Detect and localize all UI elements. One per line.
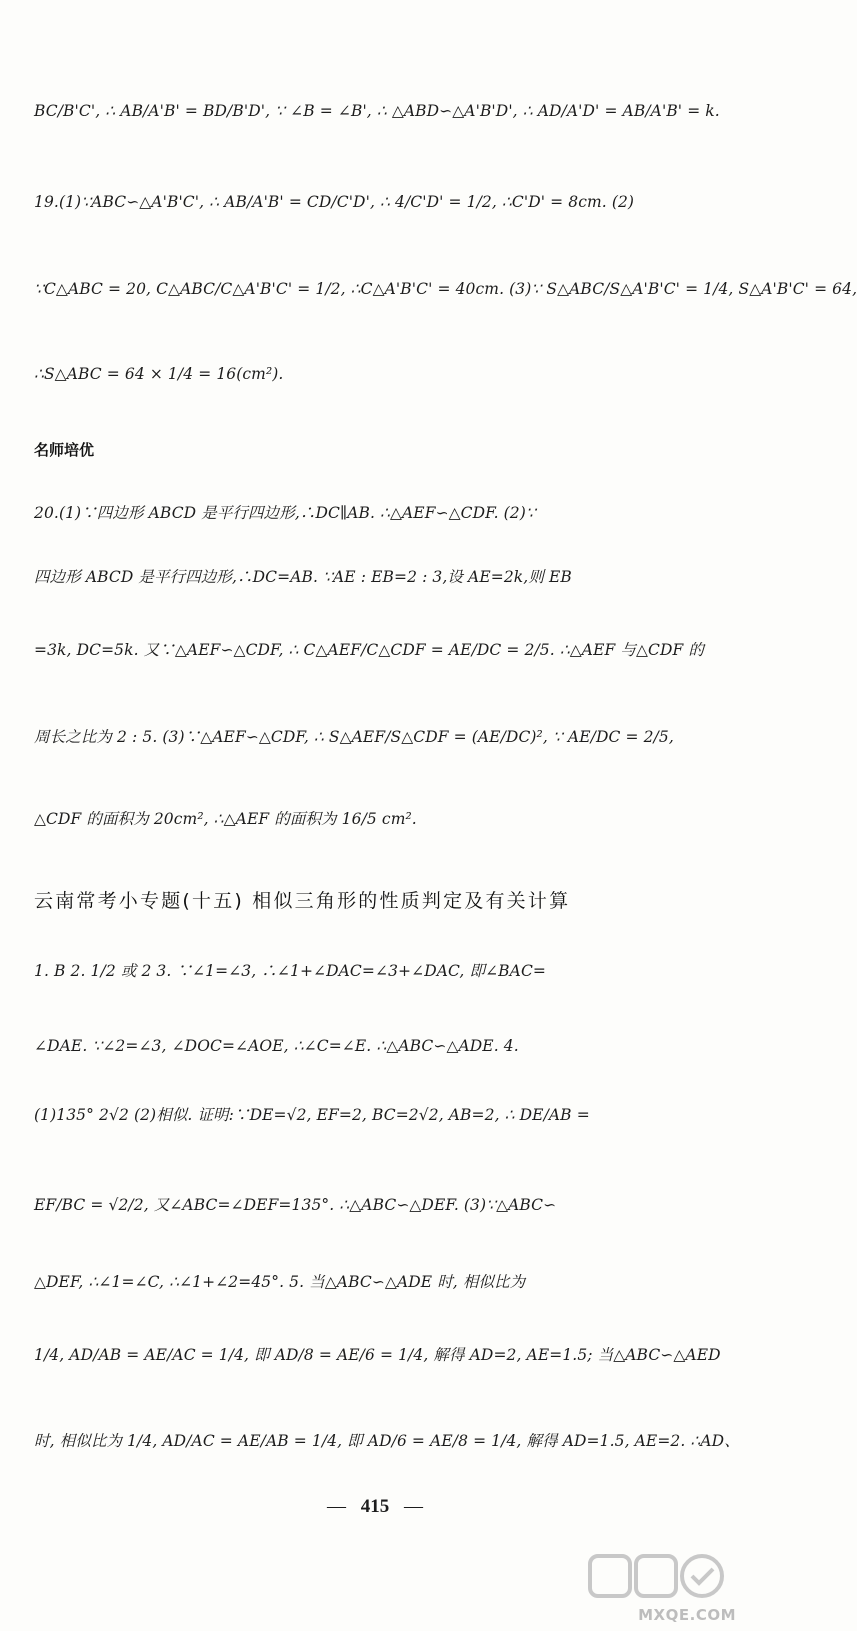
- answer-line-11: ∠DAE. ∵∠2=∠3, ∠DOC=∠AOE, ∴∠C=∠E. ∴△ABC∽△ADE. 4.: [34, 1037, 519, 1055]
- section-heading-large: 云南常考小专题(十五) 相似三角形的性质判定及有关计算: [34, 890, 571, 912]
- answer-line-7: =3k, DC=5k. 又∵△AEF∽△CDF, ∴ C△AEF/C△CDF = AE/DC = 2/5. ∴△AEF 与△CDF 的: [34, 641, 704, 659]
- answer-line-9: △CDF 的面积为 20cm², ∴△AEF 的面积为 16/5 cm².: [34, 810, 417, 828]
- answer-line-14: △DEF, ∴∠1=∠C, ∴∠1+∠2=45°. 5. 当△ABC∽△ADE 时, 相似比为: [34, 1273, 526, 1291]
- answer-line-12: (1)135° 2√2 (2)相似. 证明:∵DE=√2, EF=2, BC=2√2, AB=2, ∴ DE/AB =: [34, 1106, 590, 1124]
- answer-line-15: 1/4, AD/AB = AE/AC = 1/4, 即 AD/8 = AE/6 = 1/4, 解得 AD=2, AE=1.5; 当△ABC∽△AED: [34, 1346, 721, 1364]
- answer-line-8: 周长之比为 2 : 5. (3)∵△AEF∽△CDF, ∴ S△AEF/S△CDF = (AE/DC)², ∵ AE/DC = 2/5,: [34, 728, 674, 746]
- page-number-dash-right: —: [404, 1496, 423, 1517]
- answer-line-2: 19.(1)∵ABC∽△A'B'C', ∴ AB/A'B' = CD/C'D', ∴ 4/C'D' = 1/2, ∴C'D' = 8cm. (2): [34, 193, 635, 211]
- page-number-dash-left: —: [327, 1496, 346, 1517]
- section-heading-small: 名师培优: [34, 441, 95, 459]
- answer-line-3: ∵C△ABC = 20, C△ABC/C△A'B'C' = 1/2, ∴C△A'B'C' = 40cm. (3)∵ S△ABC/S△A'B'C' = 1/4, S△A'B'C' = 64,: [34, 280, 857, 298]
- answer-line-6: 四边形 ABCD 是平行四边形,∴DC=AB. ∵AE : EB=2 : 3,设 AE=2k,则 EB: [34, 568, 572, 586]
- answer-line-10: 1. B 2. 1/2 或 2 3. ∵∠1=∠3, ∴∠1+∠DAC=∠3+∠DAC, 即∠BAC=: [34, 962, 547, 980]
- answer-line-13: EF/BC = √2/2, 又∠ABC=∠DEF=135°. ∴△ABC∽△DEF. (3)∵△ABC∽: [34, 1196, 557, 1214]
- watermark-text: MXQE.COM: [638, 1606, 736, 1624]
- answer-line-5: 20.(1)∵四边形 ABCD 是平行四边形,∴DC∥AB. ∴△AEF∽△CDF. (2)∵: [34, 504, 536, 522]
- answer-line-4: ∴S△ABC = 64 × 1/4 = 16(cm²).: [34, 365, 284, 383]
- page-number: [0, 1496, 750, 1518]
- page-number-value: 415: [360, 1496, 390, 1517]
- answer-line-16: 时, 相似比为 1/4, AD/AC = AE/AB = 1/4, 即 AD/6 = AE/8 = 1/4, 解得 AD=1.5, AE=2. ∴AD、: [34, 1432, 740, 1450]
- answer-line-1: BC/B'C', ∴ AB/A'B' = BD/B'D', ∵ ∠B = ∠B', ∴ △ABD∽△A'B'D', ∴ AD/A'D' = AB/A'B' = k.: [34, 102, 720, 120]
